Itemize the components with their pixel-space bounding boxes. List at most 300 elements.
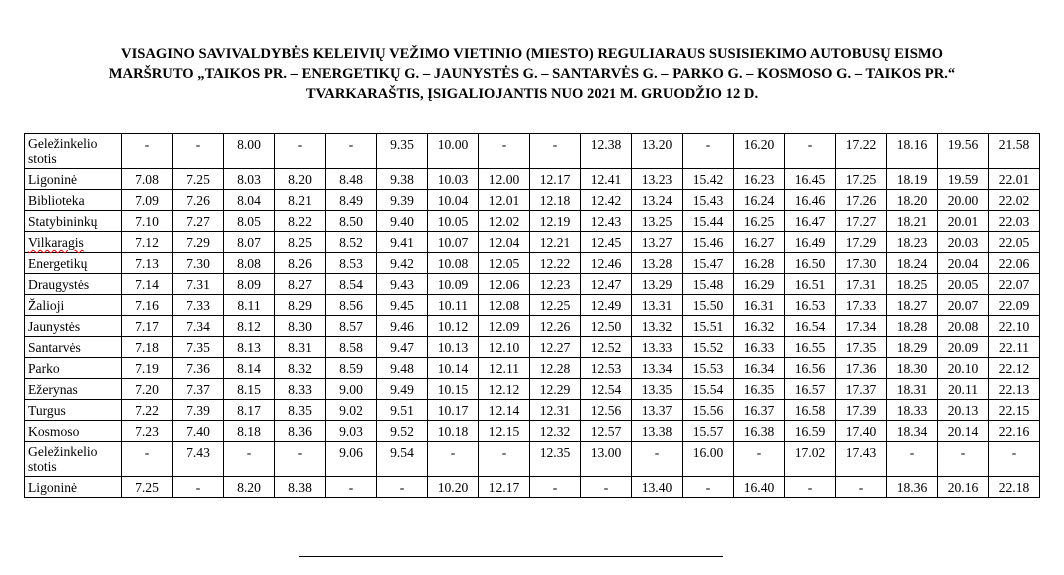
time-cell: 12.56 [581,400,632,421]
time-cell: 9.39 [377,190,428,211]
time-cell: 10.20 [428,477,479,498]
time-cell: 16.37 [734,400,785,421]
time-cell: 18.36 [887,477,938,498]
time-cell: 22.05 [989,232,1040,253]
time-cell: 7.17 [122,316,173,337]
stop-name: Draugystės [28,277,90,292]
time-cell: 12.57 [581,421,632,442]
footer-rule [299,556,723,557]
time-cell: 20.01 [938,211,989,232]
time-cell: 8.58 [326,337,377,358]
time-cell: 17.36 [836,358,887,379]
time-cell: 12.27 [530,337,581,358]
time-cell: 8.14 [224,358,275,379]
time-cell: 20.10 [938,358,989,379]
stop-name: Geležinkelio stotis [28,444,98,474]
time-cell: 12.38 [581,134,632,169]
stop-name: Energetikų [28,256,88,271]
time-cell: 16.55 [785,337,836,358]
stop-name-cell [25,211,122,232]
time-cell: 10.05 [428,211,479,232]
time-cell: 16.35 [734,379,785,400]
time-cell: 12.00 [479,169,530,190]
time-cell: 12.29 [530,379,581,400]
table-row [25,232,1040,253]
time-cell: 8.21 [275,190,326,211]
time-cell: 17.26 [836,190,887,211]
time-cell: 18.24 [887,253,938,274]
time-cell: 15.51 [683,316,734,337]
time-cell: 8.30 [275,316,326,337]
time-cell: 7.20 [122,379,173,400]
time-cell: 12.06 [479,274,530,295]
time-cell: 9.02 [326,400,377,421]
time-cell: 9.06 [326,442,377,477]
time-cell: 16.54 [785,316,836,337]
time-cell: - [224,442,275,477]
time-cell: 10.17 [428,400,479,421]
time-cell: - [275,134,326,169]
time-cell: 21.58 [989,134,1040,169]
stop-name-cell [25,134,122,169]
time-cell: 10.04 [428,190,479,211]
time-cell: 22.06 [989,253,1040,274]
time-cell: 18.28 [887,316,938,337]
time-cell: 12.21 [530,232,581,253]
time-cell: 18.34 [887,421,938,442]
stop-name-cell [25,274,122,295]
table-row [25,169,1040,190]
time-cell: 12.31 [530,400,581,421]
time-cell: 7.33 [173,295,224,316]
time-cell: 16.34 [734,358,785,379]
time-cell: 7.39 [173,400,224,421]
time-cell: 10.18 [428,421,479,442]
time-cell: 12.46 [581,253,632,274]
stop-name-cell [25,442,122,477]
time-cell: 12.25 [530,295,581,316]
time-cell: 15.57 [683,421,734,442]
time-cell: 8.12 [224,316,275,337]
time-cell: 15.53 [683,358,734,379]
time-cell: 16.53 [785,295,836,316]
stop-name: Turgus [28,403,66,418]
time-cell: 12.45 [581,232,632,253]
time-cell: - [377,477,428,498]
time-cell: 16.29 [734,274,785,295]
time-cell: - [275,442,326,477]
table-row [25,253,1040,274]
time-cell: 18.33 [887,400,938,421]
time-cell: 20.13 [938,400,989,421]
time-cell: 7.43 [173,442,224,477]
time-cell: 12.49 [581,295,632,316]
stop-name-cell [25,358,122,379]
time-cell: 12.02 [479,211,530,232]
time-cell: 8.11 [224,295,275,316]
time-cell: 16.40 [734,477,785,498]
time-cell: 17.43 [836,442,887,477]
time-cell: 12.54 [581,379,632,400]
time-cell: 8.48 [326,169,377,190]
time-cell: 9.48 [377,358,428,379]
time-cell: 8.50 [326,211,377,232]
time-cell: - [734,442,785,477]
table-row [25,134,1040,169]
time-cell: 9.42 [377,253,428,274]
time-cell: - [785,477,836,498]
title-line-1: VISAGINO SAVIVALDYBĖS KELEIVIŲ VEŽIMO VIETINIO (MIESTO) REGULIARAUS SUSISIEKIMO AUTOBUSŲ EISMO [121,46,943,62]
time-cell: - [938,442,989,477]
stop-name-cell [25,295,122,316]
stop-name: Ligoninė [28,172,78,187]
time-cell: 16.23 [734,169,785,190]
time-cell: 9.00 [326,379,377,400]
stop-name: Žalioji [28,298,65,313]
stop-name: Geležinkelio stotis [28,136,98,166]
time-cell: 18.27 [887,295,938,316]
time-cell: 8.32 [275,358,326,379]
time-cell: 16.32 [734,316,785,337]
time-cell: 8.00 [224,134,275,169]
time-cell: 12.14 [479,400,530,421]
time-cell: - [683,477,734,498]
stop-name: Vilkaragis [28,235,84,250]
time-cell: 8.07 [224,232,275,253]
time-cell: 12.01 [479,190,530,211]
time-cell: 18.23 [887,232,938,253]
time-cell: 8.33 [275,379,326,400]
time-cell: 17.40 [836,421,887,442]
time-cell: - [122,442,173,477]
time-cell: - [173,134,224,169]
time-cell: - [326,477,377,498]
time-cell: 13.33 [632,337,683,358]
time-cell: 7.09 [122,190,173,211]
time-cell: 7.12 [122,232,173,253]
time-cell: 8.15 [224,379,275,400]
time-cell: 20.03 [938,232,989,253]
time-cell: 12.42 [581,190,632,211]
time-cell: 12.50 [581,316,632,337]
time-cell: 7.29 [173,232,224,253]
time-cell: 17.22 [836,134,887,169]
time-cell: 13.37 [632,400,683,421]
stop-name-cell [25,316,122,337]
time-cell: 18.25 [887,274,938,295]
time-cell: 22.01 [989,169,1040,190]
time-cell: 8.13 [224,337,275,358]
time-cell: 8.59 [326,358,377,379]
time-cell: 10.13 [428,337,479,358]
time-cell: 7.25 [173,169,224,190]
time-cell: 9.43 [377,274,428,295]
time-cell: 12.26 [530,316,581,337]
stop-name-cell [25,232,122,253]
time-cell: 20.07 [938,295,989,316]
time-cell: 15.44 [683,211,734,232]
stop-name: Santarvės [28,340,81,355]
table-row [25,295,1040,316]
time-cell: 18.20 [887,190,938,211]
time-cell: 12.28 [530,358,581,379]
stop-name: Parko [28,361,60,376]
time-cell: 8.08 [224,253,275,274]
time-cell: 17.34 [836,316,887,337]
time-cell: 16.25 [734,211,785,232]
time-cell: 20.11 [938,379,989,400]
time-cell: 20.16 [938,477,989,498]
time-cell: 10.09 [428,274,479,295]
time-cell: 7.35 [173,337,224,358]
stop-name-cell [25,253,122,274]
time-cell: 16.58 [785,400,836,421]
time-cell: 16.24 [734,190,785,211]
time-cell: 7.37 [173,379,224,400]
time-cell: 18.30 [887,358,938,379]
time-cell: 8.17 [224,400,275,421]
time-cell: 13.28 [632,253,683,274]
time-cell: 17.35 [836,337,887,358]
time-cell: 20.08 [938,316,989,337]
time-cell: 9.45 [377,295,428,316]
time-cell: 13.20 [632,134,683,169]
time-cell: 22.09 [989,295,1040,316]
time-cell: 13.00 [581,442,632,477]
time-cell: - [122,134,173,169]
time-cell: 8.35 [275,400,326,421]
time-cell: - [530,477,581,498]
time-cell: 9.46 [377,316,428,337]
time-cell: 13.25 [632,211,683,232]
timetable [24,133,1040,498]
time-cell: 13.29 [632,274,683,295]
time-cell: - [836,477,887,498]
time-cell: 8.56 [326,295,377,316]
time-cell: 16.38 [734,421,785,442]
time-cell: 16.46 [785,190,836,211]
time-cell: 12.09 [479,316,530,337]
table-row [25,358,1040,379]
time-cell: 10.12 [428,316,479,337]
time-cell: 12.53 [581,358,632,379]
time-cell: 17.27 [836,211,887,232]
stop-name: Statybininkų [28,214,98,229]
time-cell: 22.18 [989,477,1040,498]
time-cell: 20.09 [938,337,989,358]
time-cell: 22.11 [989,337,1040,358]
time-cell: 15.56 [683,400,734,421]
time-cell: 7.31 [173,274,224,295]
time-cell: 7.27 [173,211,224,232]
time-cell: 7.19 [122,358,173,379]
time-cell: 10.08 [428,253,479,274]
time-cell: 17.29 [836,232,887,253]
time-cell: 12.11 [479,358,530,379]
time-cell: 7.34 [173,316,224,337]
time-cell: - [887,442,938,477]
time-cell: 8.22 [275,211,326,232]
time-cell: 22.12 [989,358,1040,379]
time-cell: 10.07 [428,232,479,253]
time-cell: 20.05 [938,274,989,295]
time-cell: 8.49 [326,190,377,211]
time-cell: 20.00 [938,190,989,211]
time-cell: 16.50 [785,253,836,274]
time-cell: 18.31 [887,379,938,400]
time-cell: 7.30 [173,253,224,274]
time-cell: 16.28 [734,253,785,274]
time-cell: - [581,477,632,498]
time-cell: 8.36 [275,421,326,442]
stop-name: Biblioteka [28,193,85,208]
time-cell: 15.50 [683,295,734,316]
time-cell: 7.36 [173,358,224,379]
document-title [0,44,1064,104]
time-cell: 10.14 [428,358,479,379]
time-cell: 10.03 [428,169,479,190]
time-cell: 12.19 [530,211,581,232]
time-cell: 13.32 [632,316,683,337]
time-cell: 8.38 [275,477,326,498]
table-row [25,442,1040,477]
time-cell: 13.27 [632,232,683,253]
time-cell: 18.19 [887,169,938,190]
title-line-3: TVARKARAŠTIS, ĮSIGALIOJANTIS NUO 2021 M. GRUODŽIO 12 D. [305,86,759,102]
table-row [25,400,1040,421]
time-cell: 19.56 [938,134,989,169]
time-cell: 18.29 [887,337,938,358]
time-cell: 13.40 [632,477,683,498]
time-cell: 12.32 [530,421,581,442]
time-cell: 15.42 [683,169,734,190]
time-cell: 12.17 [479,477,530,498]
time-cell: 22.15 [989,400,1040,421]
time-cell: 15.47 [683,253,734,274]
time-cell: 16.00 [683,442,734,477]
time-cell: 22.10 [989,316,1040,337]
time-cell: 7.23 [122,421,173,442]
time-cell: 7.10 [122,211,173,232]
time-cell: 7.26 [173,190,224,211]
time-cell: 15.43 [683,190,734,211]
table-row [25,274,1040,295]
time-cell: 16.31 [734,295,785,316]
time-cell: 20.14 [938,421,989,442]
time-cell: 7.08 [122,169,173,190]
time-cell: 10.11 [428,295,479,316]
time-cell: 16.59 [785,421,836,442]
time-cell: - [479,134,530,169]
time-cell: 16.57 [785,379,836,400]
time-cell: 15.48 [683,274,734,295]
time-cell: - [173,477,224,498]
time-cell: 15.52 [683,337,734,358]
table-row [25,477,1040,498]
time-cell: 12.47 [581,274,632,295]
time-cell: 19.59 [938,169,989,190]
time-cell: 12.41 [581,169,632,190]
time-cell: 12.15 [479,421,530,442]
time-cell: 12.05 [479,253,530,274]
stop-name-cell [25,400,122,421]
time-cell: 7.22 [122,400,173,421]
time-cell: 7.14 [122,274,173,295]
time-cell: 12.17 [530,169,581,190]
table-row [25,316,1040,337]
time-cell: 13.35 [632,379,683,400]
time-cell: 7.40 [173,421,224,442]
time-cell: 16.33 [734,337,785,358]
time-cell: 22.13 [989,379,1040,400]
time-cell: - [989,442,1040,477]
time-cell: 8.54 [326,274,377,295]
time-cell: 9.41 [377,232,428,253]
time-cell: 22.16 [989,421,1040,442]
time-cell: 8.27 [275,274,326,295]
time-cell: 8.05 [224,211,275,232]
time-cell: - [530,134,581,169]
time-cell: - [632,442,683,477]
time-cell: 17.25 [836,169,887,190]
stop-name-cell [25,190,122,211]
time-cell: 8.29 [275,295,326,316]
time-cell: 17.31 [836,274,887,295]
time-cell: - [785,134,836,169]
time-cell: 7.18 [122,337,173,358]
stop-name-cell [25,421,122,442]
time-cell: 18.16 [887,134,938,169]
time-cell: 8.18 [224,421,275,442]
stop-name-cell [25,379,122,400]
time-cell: 20.04 [938,253,989,274]
stop-name-cell [25,169,122,190]
stop-name: Jaunystės [28,319,81,334]
time-cell: 16.56 [785,358,836,379]
timetable-body [25,134,1040,498]
time-cell: 12.18 [530,190,581,211]
time-cell: 15.46 [683,232,734,253]
time-cell: 8.57 [326,316,377,337]
title-line-2: MARŠRUTO „TAIKOS PR. – ENERGETIKŲ G. – JAUNYSTĖS G. – SANTARVĖS G. – PARKO G. – KOSMOSO G. – TAIKOS PR.“ [108,66,956,82]
time-cell: 12.52 [581,337,632,358]
time-cell: 12.35 [530,442,581,477]
time-cell: 12.10 [479,337,530,358]
time-cell: 17.37 [836,379,887,400]
time-cell: 15.54 [683,379,734,400]
time-cell: 8.31 [275,337,326,358]
time-cell: 13.24 [632,190,683,211]
time-cell: 13.31 [632,295,683,316]
table-row [25,379,1040,400]
time-cell: 12.12 [479,379,530,400]
stop-name-cell [25,477,122,498]
time-cell: 8.26 [275,253,326,274]
time-cell: 18.21 [887,211,938,232]
time-cell: 9.35 [377,134,428,169]
stop-name: Kosmoso [28,424,80,439]
time-cell: 12.43 [581,211,632,232]
time-cell: 9.40 [377,211,428,232]
time-cell: 8.03 [224,169,275,190]
time-cell: 17.33 [836,295,887,316]
time-cell: - [428,442,479,477]
time-cell: - [683,134,734,169]
time-cell: - [479,442,530,477]
time-cell: 13.23 [632,169,683,190]
time-cell: 17.39 [836,400,887,421]
time-cell: 16.45 [785,169,836,190]
